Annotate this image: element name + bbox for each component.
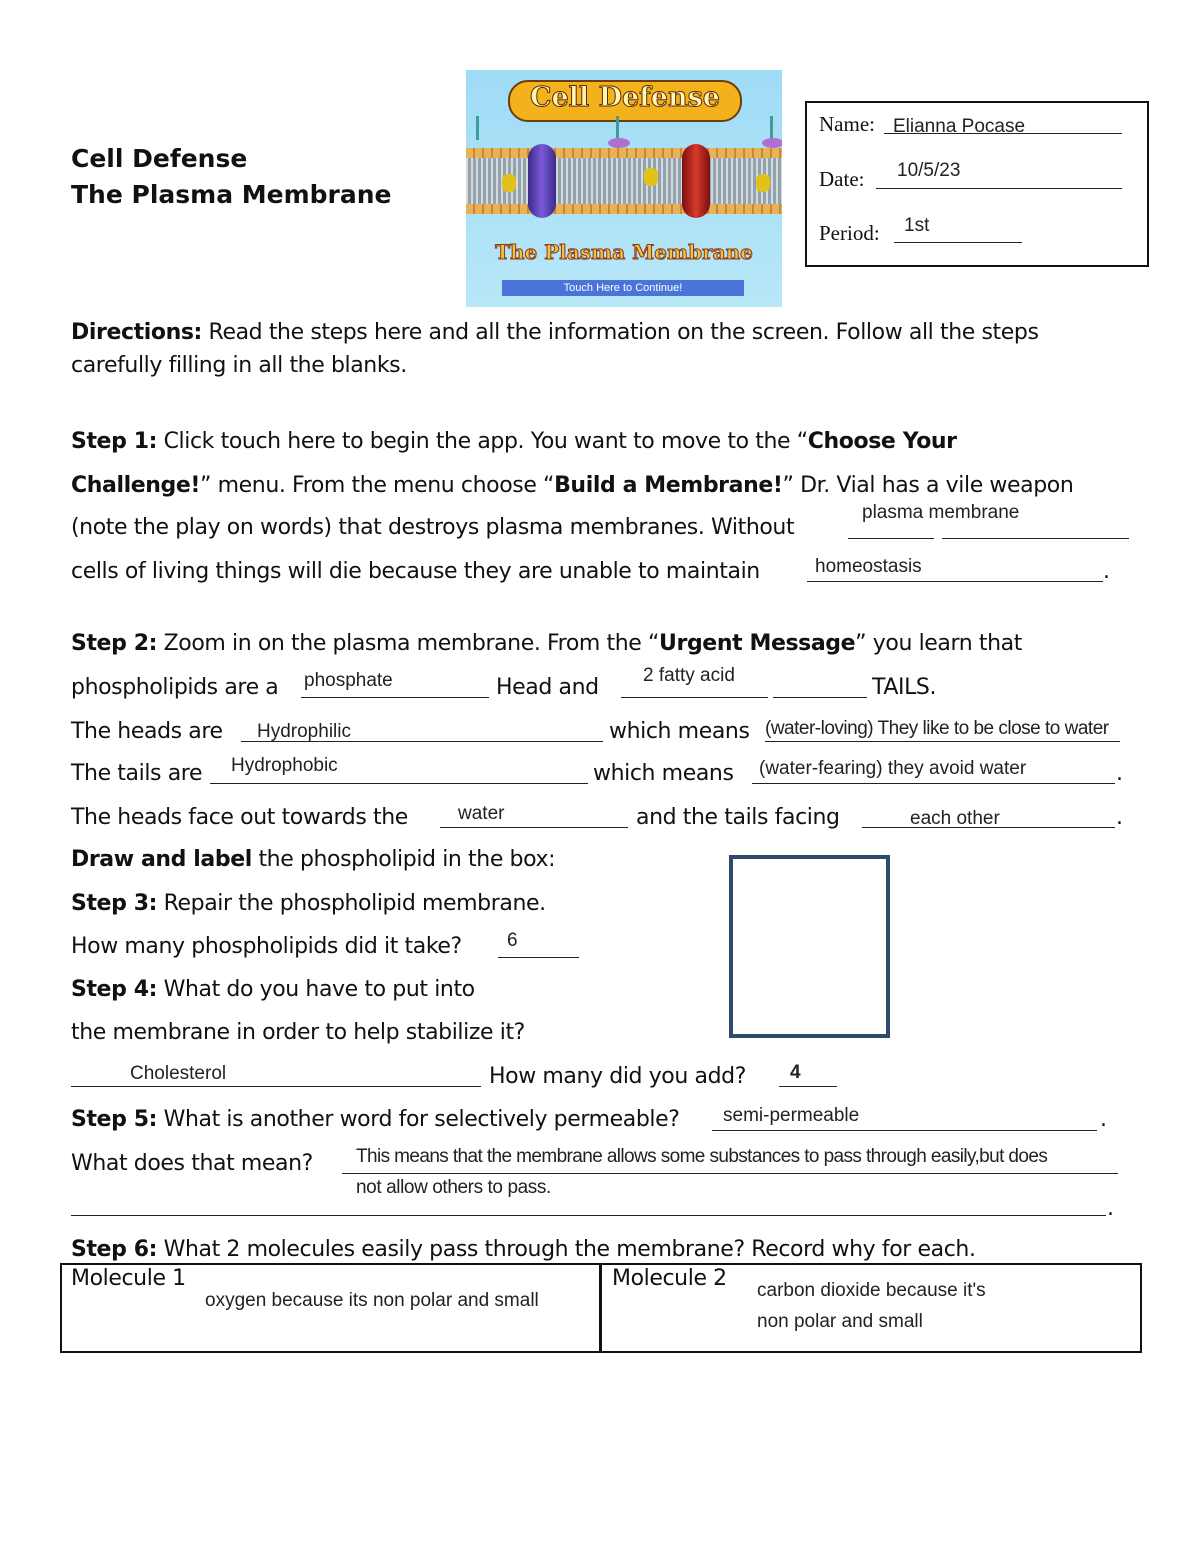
molecule-2-answer-line-1[interactable]: carbon dioxide because it's <box>757 1280 986 1301</box>
answer-meaning-line-2[interactable]: not allow others to pass. <box>356 1177 551 1198</box>
tails-period: . <box>1116 761 1123 786</box>
membrane-heads-top <box>466 148 782 158</box>
receptor-icon <box>770 116 773 140</box>
step1-line-1: Step 1: Click touch here to begin the app. You want to move to the “Choose Your <box>71 429 957 454</box>
face-label: The heads face out towards the <box>71 805 408 830</box>
red-protein-icon <box>682 144 710 218</box>
continue-button[interactable]: Touch Here to Continue! <box>502 280 744 296</box>
tails-label: The tails are <box>71 761 203 786</box>
facing-label: and the tails facing <box>636 805 840 830</box>
answer-water-fearing[interactable]: (water-fearing) they avoid water <box>759 758 1027 779</box>
answer-each-other[interactable]: each other <box>910 808 1000 829</box>
answer-plasma-membrane[interactable]: plasma membrane <box>862 502 1020 523</box>
glycoprotein-icon <box>608 138 630 148</box>
banner-title: Cell Defense <box>530 82 720 113</box>
cholesterol-icon <box>502 174 516 192</box>
cholesterol-icon <box>756 174 770 192</box>
step1-line-2: Challenge!” menu. From the menu choose “Build a Membrane!” Dr. Vial has a vile weapon <box>71 473 1074 498</box>
period-label: Period: <box>819 221 880 245</box>
step1-period: . <box>1103 559 1110 584</box>
step5-period: . <box>1100 1107 1107 1132</box>
face-period: . <box>1116 805 1123 830</box>
title-line-2: The Plasma Membrane <box>71 180 392 209</box>
answer-hydrophobic[interactable]: Hydrophobic <box>231 755 338 776</box>
molecule-2-answer-line-2[interactable]: non polar and small <box>757 1311 923 1332</box>
name-label: Name: <box>819 112 875 136</box>
answer-homeostasis[interactable]: homeostasis <box>815 556 922 577</box>
answer-cholesterol[interactable]: Cholesterol <box>130 1063 227 1084</box>
molecule-1-answer[interactable]: oxygen because its non polar and small <box>205 1290 539 1311</box>
period-field[interactable]: 1st <box>904 215 930 236</box>
step4-line-2: the membrane in order to help stabilize it? <box>71 1020 525 1045</box>
step6-line-1: Step 6: What 2 molecules easily pass through the membrane? Record why for each. <box>71 1237 976 1262</box>
cell-defense-banner <box>466 70 782 307</box>
step5-line-1: Step 5: What is another word for selectively permeable? <box>71 1107 680 1132</box>
step2-line-2b: Head and <box>496 675 599 700</box>
answer-water-loving[interactable]: (water-loving) They like to be close to water <box>765 718 1109 739</box>
step3-line-1: Step 3: Repair the phospholipid membrane. <box>71 891 546 916</box>
answer-fatty-acid[interactable]: 2 fatty acid <box>643 665 735 686</box>
receptor-icon <box>476 116 479 140</box>
table-divider <box>599 1263 602 1351</box>
name-field[interactable]: Elianna Pocase <box>893 116 1026 137</box>
molecule-2-header: Molecule 2 <box>612 1266 727 1291</box>
answer-cholesterol-count[interactable]: 4 <box>790 1062 801 1083</box>
membrane-heads-bottom <box>466 204 782 214</box>
step2-line-1: Step 2: Zoom in on the plasma membrane. From the “Urgent Message” you learn that <box>71 631 1022 656</box>
answer-phosphate[interactable]: phosphate <box>304 670 393 691</box>
answer-phospholipid-count[interactable]: 6 <box>507 930 518 951</box>
step1-line-4: cells of living things will die because they are unable to maintain <box>71 559 760 584</box>
heads-label: The heads are <box>71 719 223 744</box>
step4-line-1: Step 4: What do you have to put into <box>71 977 475 1002</box>
purple-protein-icon <box>528 144 556 218</box>
answer-semi-permeable[interactable]: semi-permeable <box>723 1105 860 1126</box>
cholesterol-icon <box>644 168 658 186</box>
step5-question: What does that mean? <box>71 1151 313 1176</box>
heads-means: which means <box>609 719 750 744</box>
date-label: Date: <box>819 167 865 191</box>
page-title <box>71 141 392 213</box>
glycoprotein-icon <box>762 138 782 148</box>
answer-meaning-line-1[interactable]: This means that the membrane allows some substances to pass through easily,but does <box>356 1146 1048 1167</box>
step2-line-2c: TAILS. <box>872 675 937 700</box>
step4-question: How many did you add? <box>489 1064 746 1089</box>
phospholipid-drawing-box[interactable] <box>729 855 890 1038</box>
draw-instruction: Draw and label the phospholipid in the box: <box>71 847 556 872</box>
directions-line-2: carefully filling in all the blanks. <box>71 353 407 378</box>
date-field[interactable]: 10/5/23 <box>897 160 961 181</box>
receptor-icon <box>616 116 619 140</box>
answer-hydrophilic[interactable]: Hydrophilic <box>257 721 351 742</box>
step3-question: How many phospholipids did it take? <box>71 934 462 959</box>
tails-means: which means <box>593 761 734 786</box>
meaning-period: . <box>1107 1196 1114 1221</box>
step1-line-3: (note the play on words) that destroys plasma membranes. Without <box>71 515 795 540</box>
answer-water[interactable]: water <box>458 803 505 824</box>
title-line-1: Cell Defense <box>71 144 248 173</box>
step2-line-2a: phospholipids are a <box>71 675 279 700</box>
molecule-1-header: Molecule 1 <box>71 1266 186 1291</box>
banner-subtitle: The Plasma Membrane <box>495 240 753 264</box>
directions-line-1: Directions: Read the steps here and all the information on the screen. Follow all the steps <box>71 320 1039 345</box>
